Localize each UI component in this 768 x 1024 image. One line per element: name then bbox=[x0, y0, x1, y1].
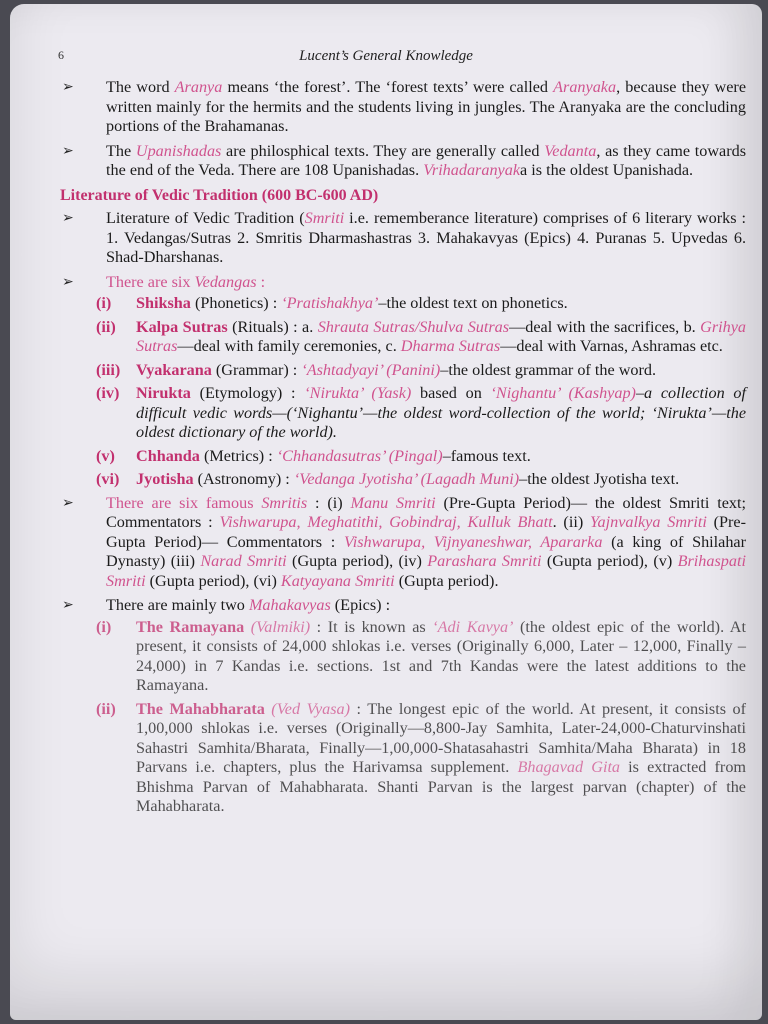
list-item-vedanga: (i) Shiksha (Phonetics) : ‘Pratishakhya’–the oldest text on phonetics. bbox=[96, 294, 568, 312]
paragraph-vedangas-intro: ➢ There are six Vedangas : bbox=[62, 272, 266, 291]
keyword: Vedanta bbox=[544, 141, 597, 160]
keyword: Vedangas bbox=[194, 272, 257, 291]
arrow-bullet-icon: ➢ bbox=[62, 211, 74, 226]
list-item-vedanga: (v) Chhanda (Metrics) : ‘Chhandasutras’ (Pingal)–famous text. bbox=[96, 446, 531, 465]
list-item-vedanga: (iv) Nirukta (Etymology) : ‘Nirukta’ (Yask) based on ‘Nighantu’ (Kashyap)–a collection of difficult vedic words—(‘Nighantu’—the oldest word-collection of the world; ‘Nirukta’—the oldest dictionary of the world). bbox=[96, 384, 746, 441]
book-page bbox=[10, 4, 762, 1020]
arrow-bullet-icon: ➢ bbox=[62, 143, 74, 159]
keyword: Upanishadas bbox=[135, 141, 222, 160]
arrow-bullet-icon: ➢ bbox=[62, 598, 74, 613]
keyword: Aranya bbox=[174, 78, 223, 96]
section-heading: Literature of Vedic Tradition (600 BC-600 AD) bbox=[60, 186, 379, 204]
keyword: Aranyaka bbox=[553, 78, 617, 96]
paragraph-aranyaka: ➢ The word Aranya means ‘the forest’. The ‘forest texts’ were called Aranyaka, because they were written mainly for the hermits and the students living in jungles. The Aranyaka are the concluding portions of the Brahamanas. bbox=[62, 78, 747, 135]
running-header: Lucent’s General Knowledge bbox=[299, 48, 473, 64]
list-item-vedanga: (vi) Jyotisha (Astronomy) : ‘Vedanga Jyotisha’ (Lagadh Muni)–the oldest Jyotisha text. bbox=[96, 470, 680, 488]
page-number: 6 bbox=[58, 48, 64, 62]
paragraph-epics-intro: ➢ There are mainly two Mahakavyas (Epics) : bbox=[62, 596, 391, 614]
paragraph-smritis: ➢ There are six famous Smritis : (i) Manu Smriti (Pre-Gupta Period)— the oldest Smriti text; Commentators : Vishwarupa, Meghatithi, Gobindraj, Kulluk Bhatt. (ii) Yajnvalkya Smriti (Pre-Gupta Period)— Commentators : Vishwarupa, Vijnyaneshwar, Apararka (a king of Shilahar Dynasty) (iii) Narad Smriti (Gupta period), (iv) Parashara Smriti (Gupta period), (v) Brihaspati Smriti (Gupta period), (vi) Katyayana Smriti (Gupta period). bbox=[62, 493, 747, 590]
keyword: Smriti bbox=[304, 209, 345, 227]
keyword: Vrihadaranyak bbox=[423, 161, 521, 179]
paragraph-vedic-literature: ➢ Literature of Vedic Tradition (Smriti i.e. rememberance literature) comprises of 6 literary works : 1. Vedangas/Sutras 2. Smritis Dharmashastras 3. Mahakavyas (Epics) 4. Puranas 5. Upvedas 6. Shad-Dharshanas. bbox=[62, 209, 746, 266]
paragraph-upanishadas: ➢ The Upanishadas are philosphical texts. They are generally called Vedanta, as they came towards the end of the Veda. There are 108 Upanishadas. Vrihadaranyaka is the oldest Upanishada. bbox=[62, 141, 747, 179]
list-item-epic: (i) The Ramayana (Valmiki) : It is known as ‘Adi Kavya’ (the oldest epic of the world). At present, it consists of 24,000 shlokas i.e. verses (Originally 6,000, Later – 12,000, Finally – 24,000) in 7 Kandas i.e. sections. 1st and 7th Kandas were the latest additions to the Ramayana. bbox=[96, 617, 746, 694]
arrow-bullet-icon: ➢ bbox=[62, 495, 74, 511]
list-item-epic: (ii) The Mahabharata (Ved Vyasa) : The longest epic of the world. At present, it consists of 1,00,000 shlokas i.e. verses (Originally—8,800-Jay Samhita, Later-24,000-Chaturvinshati Sahastri Samhita/Bharata, Finally—1,00,000-Shatasahastri Samhita/Maha Bharata) in 18 Parvans i.e. chapters, plus the Harivamsa supplement. Bhagavad Gita is extracted from Bhishma Parvan of Mahabharata. Shanti Parvan is the largest parvan (chapter) of the Mahabharata. bbox=[96, 699, 746, 815]
arrow-bullet-icon: ➢ bbox=[62, 274, 74, 290]
arrow-bullet-icon: ➢ bbox=[62, 80, 74, 95]
list-item-vedanga: (iii) Vyakarana (Grammar) : ‘Ashtadyayi’ (Panini)–the oldest grammar of the word. bbox=[96, 360, 657, 379]
page-content bbox=[56, 78, 746, 821]
list-item-vedanga: (ii) Kalpa Sutras (Rituals) : a. Shrauta Sutras/Shulva Sutras—deal with the sacrifices, b. Grihya Sutras—deal with family ceremonies, c. Dharma Sutras—deal with Varnas, Ashramas etc. bbox=[96, 317, 746, 355]
